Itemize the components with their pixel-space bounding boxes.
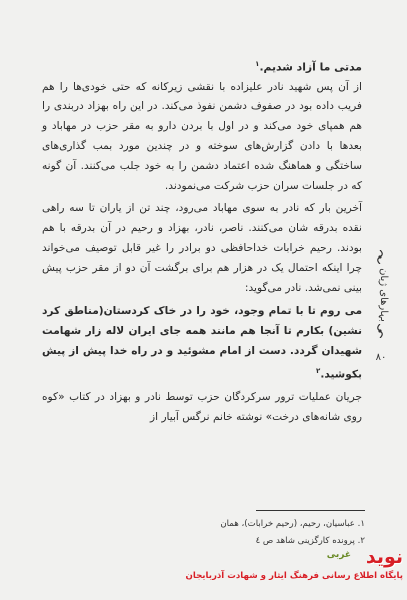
footnote-ref-2: ۲ [316, 367, 321, 376]
section-title: مدتی ما آزاد شدیم. [259, 60, 362, 74]
watermark-logo [185, 544, 405, 594]
section-title-line [42, 55, 362, 78]
ornament-icon [374, 324, 386, 338]
paragraph-2: آخرین بار که نادر به سوی مهاباد می‌رود، چند تن از یاران تا سه راهی نقده بدرقه شان می‌کنند. ناصر، نادر، بهزاد و رحیم در آن بدرقه با هم بودند. رحیم خرابات خداحافظی دو برادر را غیر قابل توصیف می‌خواند چرا اینکه احتمال یک در هزار هم برای برگشت آن دو از مقر حزب پیش بینی نمی‌شد. نادر می‌گوید: [42, 201, 362, 294]
logo-tagline: پایگاه اطلاع رسانی فرهنگ ایثار و شهادت آذربایجان [185, 571, 403, 581]
quote-text: می روم تا با تمام وجود، خود را در خاک کردستان(مناطق کرد نشین) بکارم تا آنجا هم مانند همه جای ایران لاله زار شهامت شهیدان گردد. دست از امام مشوئید و در راه خدا پیش از پیش بکوشید. [42, 305, 362, 381]
paragraph-3: جریان عملیات ترور سرکردگان حزب توسط نادر و بهزاد در کتاب «کوه روی شانه‌های درخت» نوشته خانم نرگس آبیار از [42, 390, 362, 423]
running-head [370, 250, 390, 340]
logo-title: نوید [365, 546, 403, 568]
footnote-1: ۱. عباسیان، رحیم، (رحیم خرابات)، همان [220, 519, 365, 529]
quote-block [42, 302, 362, 385]
logo-subtitle: غربی [326, 550, 351, 560]
page-number: ۸۰ [375, 352, 387, 363]
paragraph-1: از آن پس شهید نادر علیزاده با نقشی زیرکانه که حتی خودی‌ها را هم فریب داده بود در صفوف دشمن نفوذ می‌کند. در این راه بهزاد دربندی را هم همپای خود می‌کند و در اول با بردن دارو به مقر حزب در مهاباد و بعدها با دادن گزارش‌های سوخته و در چندین مورد بمب گذاری‌های ساختگی و هماهنگ شده اعتماد دشمن را به خود جلب می‌کنند. آن گونه که در جلسات سران حزب شرکت می‌نمودند. [42, 80, 362, 193]
body-text [42, 55, 362, 427]
footnote-divider [256, 510, 365, 511]
footnote-ref-1: ۱ [255, 60, 260, 68]
footnote-2: ۲. پرونده کارگزینی شاهد ص ٤ [255, 536, 365, 546]
running-head-text: بہارهای ژیان [378, 268, 389, 322]
